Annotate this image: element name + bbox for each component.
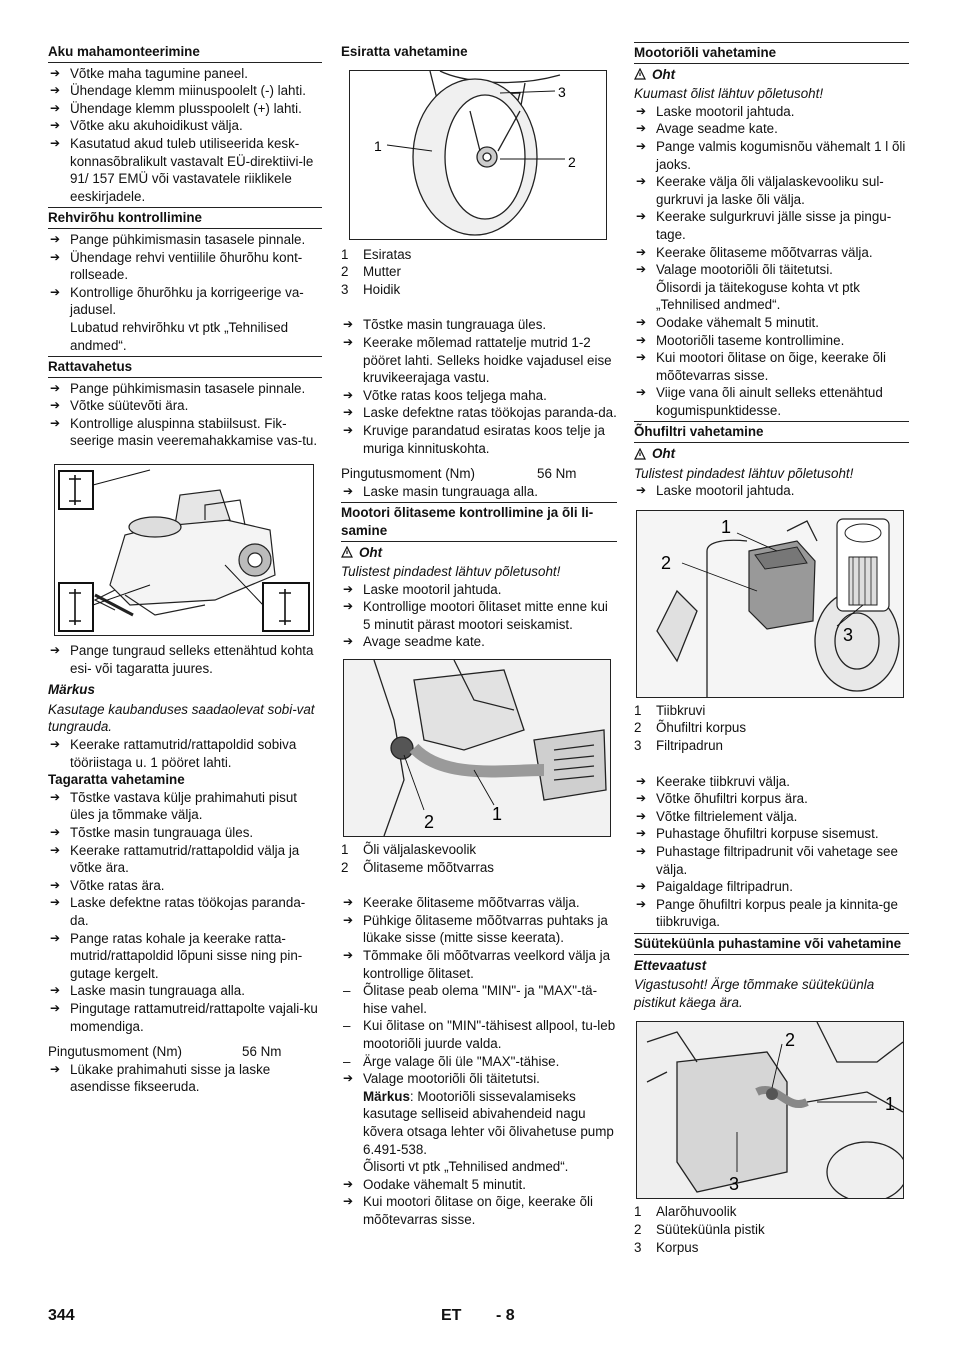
step: ➔ Kontrollige mootori õlitaset mitte enne kui 5 minutit pärast mootori seiskamist. — [341, 598, 617, 633]
caution-label: Ettevaatust — [634, 957, 707, 973]
warning-icon — [341, 546, 353, 558]
step: ➔ Pange valmis kogumisnõu vähemalt 1 l õli jaoks. — [634, 138, 909, 173]
step: ➔ Valage mootoriõli õli täitetutsi. — [341, 1070, 617, 1088]
step: ➔ Valage mootoriõli õli täitetutsi. — [634, 261, 909, 279]
danger-label: Oht — [634, 66, 909, 84]
page-number: 344 — [48, 1307, 75, 1324]
callout-2: 2 — [785, 1030, 796, 1051]
note-text: Kasutage kaubanduses saadaolevat sobi-vat tungrauda. — [48, 701, 315, 735]
step: ➔ Võtke aku akuhoidikust välja. — [48, 117, 322, 135]
legend-item: 2 Süüteküünla pistik — [634, 1221, 765, 1237]
step: ➔ Pühkige õlitaseme mõõtvarras puhtaks ja lükake sisse (mitte sisse keerata). — [341, 912, 617, 947]
legend-item: 2 Õlitaseme mõõtvarras — [341, 859, 494, 875]
legend-item: 1 Esiratas — [341, 246, 412, 262]
step: ➔ Laske masin tungrauaga alla. — [341, 483, 617, 501]
legend-item: 3 Korpus — [634, 1239, 699, 1255]
step: ➔ Võtke õhufiltri korpus ära. — [634, 790, 909, 808]
legend-item: 1 Tiibkruvi — [634, 702, 706, 718]
air-filter-figure — [636, 510, 904, 698]
legend-item: 1 Alarõhuvoolik — [634, 1204, 737, 1220]
step: ➔ Pange tungraud selleks ettenähtud kohta esi- või tagaratta juures. — [48, 642, 322, 677]
step: ➔ Tõstke masin tungrauaga üles. — [48, 824, 322, 842]
sweeper-drawing — [55, 465, 313, 635]
column-2 — [341, 40, 617, 1229]
step: ➔ Pingutage rattamutreid/rattapolte vajali-ku momendiga. — [48, 1000, 322, 1035]
step: ➔ Kui mootori õlitase on õige, keerake õli mõõtevarras sisse. — [634, 349, 909, 384]
step: ➔ Ühendage klemm plusspoolelt (+) lahti. — [48, 100, 322, 118]
caster-drawing — [350, 71, 606, 239]
torque-label: Pingutusmoment (Nm) — [48, 1044, 182, 1060]
step: ➔ Laske defektne ratas töökojas paranda-da. — [341, 404, 617, 422]
danger-label: Oht — [634, 445, 909, 463]
dash-item: – Õlitase peab olema "MIN"- ja "MAX"-tä-hise vahel. — [341, 982, 617, 1017]
step: ➔ Ühendage klemm miinuspoolelt (-) lahti. — [48, 82, 322, 100]
spark-plug-figure — [636, 1021, 904, 1199]
warning-text: Kuumast õlist lähtuv põletusoht! — [634, 86, 824, 102]
note: Märkus: Mootoriõli sissevalamiseks kasutage selliseid abivahendeid nagu kõvera otsaga lehter või õlivahetuse pump 6.491-538. — [363, 1088, 614, 1157]
callout-1: 1 — [374, 137, 382, 154]
torque-row — [48, 1043, 322, 1061]
warning-text: Vigastusoht! Ärge tõmmake süüteküünla pistikut käega ära. — [634, 977, 875, 1010]
step: ➔ Paigaldage filtripadrun. — [634, 878, 909, 896]
warning-icon — [634, 68, 646, 80]
note-heading: Märkus — [48, 682, 95, 698]
callout-2: 2 — [424, 812, 435, 833]
step: ➔ Keerake sulgurkruvi jälle sisse ja pingu-tage. — [634, 208, 909, 243]
step: ➔ Avage seadme kate. — [634, 120, 909, 138]
note: Õlisorti vt ptk „Tehnilised andmed“. — [363, 1159, 569, 1175]
step: ➔ Võtke maha tagumine paneel. — [48, 65, 322, 83]
torque-row — [341, 465, 617, 483]
callout-3: 3 — [558, 83, 566, 100]
step: ➔ Pange pühkimismasin tasasele pinnale. — [48, 231, 322, 249]
warning-icon — [634, 448, 646, 460]
legend-item: 1 Õli väljalaskevoolik — [341, 842, 477, 858]
heading-oil-check: Mootori õlitaseme kontrollimine ja õli li-samine — [341, 502, 617, 541]
callout-1: 1 — [492, 804, 503, 825]
step: ➔ Kontrollige aluspinna stabiilsust. Fik-seerige masin veeremahakkamise vas-tu. — [48, 415, 322, 450]
step: ➔ Tõstke vastava külje prahimahuti pisut üles ja tõmmake välja. — [48, 789, 322, 824]
step: ➔ Keerake rattamutrid/rattapoldid välja ja võtke ära. — [48, 842, 322, 877]
legend-item: 2 Mutter — [341, 264, 401, 280]
callout-2: 2 — [568, 153, 576, 170]
heading-caster: Esiratta vahetamine — [341, 44, 468, 59]
step: ➔ Võtke filtrielement välja. — [634, 808, 909, 826]
step: ➔ Tõmmake õli mõõtvarras veelkord välja ja kontrollige õlitaset. — [341, 947, 617, 982]
note: Õlisordi ja täitekoguse kohta vt ptk „Tehnilised andmed“. — [656, 279, 860, 313]
sweeper-figure — [54, 464, 314, 636]
heading-tyre: Rehvirõhu kontrollimine — [48, 207, 322, 229]
step: ➔ Kontrollige õhurõhku ja korrigeerige va-jadusel. — [48, 284, 322, 319]
oil-drawing — [344, 660, 610, 836]
step: ➔ Keerake välja õli väljalaskevooliku sul-gurkruvi ja laske õli välja. — [634, 173, 909, 208]
step: ➔ Laske mootoril jahtuda. — [634, 103, 909, 121]
callout-1: 1 — [721, 516, 732, 537]
heading-battery: Aku mahamonteerimine — [48, 42, 322, 63]
torque-label: Pingutusmoment (Nm) — [341, 466, 475, 482]
step: ➔ Mootoriõli taseme kontrollimine. — [634, 332, 909, 350]
step: ➔ Pange ratas kohale ja keerake ratta-mutrid/rattapoldid lõpuni sisse ning pin-gutage kergelt. — [48, 930, 322, 983]
column-3 — [634, 40, 909, 1256]
oil-figure — [343, 659, 611, 837]
heading-wheel: Rattavahetus — [48, 356, 322, 378]
callout-1: 1 — [885, 1094, 896, 1115]
step: ➔ Oodake vähemalt 5 minutit. — [634, 314, 909, 332]
step: ➔ Keerake rattamutrid/rattapoldid sobiva tööriistaga u. 1 pööret lahti. — [48, 736, 322, 771]
step: ➔ Keerake õlitaseme mõõtvarras välja. — [341, 894, 617, 912]
air-filter-drawing — [637, 511, 903, 697]
step: ➔ Ühendage rehvi ventiilile õhurõhu kont-rollseade. — [48, 249, 322, 284]
step: ➔ Kasutatud akud tuleb utiliseerida kesk-konnasõbralikult vastavalt EÜ-direktiivi-le 91/ 157 EMÜ või vastavatele riiklikele eeskirjadele. — [48, 135, 322, 205]
callout-2: 2 — [661, 552, 672, 573]
danger-label: Oht — [341, 544, 617, 562]
heading-spark-plug: Süüteküünla puhastamine või vahetamine — [634, 933, 909, 955]
step: ➔ Puhastage filtripadrunit või vahetage see välja. — [634, 843, 909, 878]
step: ➔ Lükake prahimahuti sisse ja laske asendisse fikseeruda. — [48, 1061, 322, 1096]
dash-item: – Ärge valage õli üle "MAX"-tähise. — [341, 1053, 617, 1071]
dash-item: – Kui õlitase on "MIN"-tähisest allpool, tu-leb mootoriõli juurde valda. — [341, 1017, 617, 1052]
page-sub: - 8 — [496, 1307, 515, 1324]
callout-3: 3 — [729, 1174, 740, 1195]
note: Lubatud rehvirõhku vt ptk „Tehnilised andmed“. — [70, 319, 289, 353]
step: ➔ Laske masin tungrauaga alla. — [48, 982, 322, 1000]
step: ➔ Puhastage õhufiltri korpuse sisemust. — [634, 825, 909, 843]
caster-figure — [349, 70, 607, 240]
step: ➔ Võtke ratas ära. — [48, 877, 322, 895]
step: ➔ Võtke ratas koos teljega maha. — [341, 387, 617, 405]
step: ➔ Kui mootori õlitase on õige, keerake õli mõõtevarras sisse. — [341, 1193, 617, 1228]
language-code: ET — [441, 1307, 462, 1324]
legend-item: 3 Filtripadrun — [634, 738, 723, 754]
step: ➔ Laske defektne ratas töökojas paranda-da. — [48, 894, 322, 929]
callout-3: 3 — [843, 624, 854, 645]
torque-value: 56 Nm — [242, 1044, 282, 1060]
step: ➔ Laske mootoril jahtuda. — [634, 482, 909, 500]
step: ➔ Keerake õlitaseme mõõtvarras välja. — [634, 244, 909, 262]
heading-oil-change: Mootoriõli vahetamine — [634, 42, 909, 64]
step: ➔ Viige vana õli ainult selleks ettenähtud kogumispunktidesse. — [634, 384, 909, 419]
legend-item: 2 Õhufiltri korpus — [634, 720, 747, 736]
step: ➔ Kruvige parandatud esiratas koos telje ja muriga kinnituskohta. — [341, 422, 617, 457]
step: ➔ Oodake vähemalt 5 minutit. — [341, 1176, 617, 1194]
step: ➔ Avage seadme kate. — [341, 633, 617, 651]
torque-value: 56 Nm — [537, 466, 577, 482]
step: ➔ Tõstke masin tungrauaga üles. — [341, 316, 617, 334]
column-1 — [48, 40, 322, 1096]
warning-text: Tulistest pindadest lähtuv põletusoht! — [634, 465, 854, 481]
heading-air-filter: Õhufiltri vahetamine — [634, 421, 909, 443]
step: ➔ Võtke süütevõti ära. — [48, 397, 322, 415]
legend-item: 3 Hoidik — [341, 281, 401, 297]
step: ➔ Pange õhufiltri korpus peale ja kinnita-ge tiibkruviga. — [634, 896, 909, 931]
warning-text: Tulistest pindadest lähtuv põletusoht! — [341, 564, 561, 580]
heading-rear-wheel: Tagaratta vahetamine — [48, 772, 185, 788]
step: ➔ Laske mootoril jahtuda. — [341, 581, 617, 599]
step: ➔ Pange pühkimismasin tasasele pinnale. — [48, 380, 322, 398]
step: ➔ Keerake mõlemad rattatelje mutrid 1-2 pööret lahti. Selleks hoidke vajadusel eise kruvikeerajaga vastu. — [341, 334, 617, 387]
spark-plug-drawing — [637, 1022, 903, 1198]
step: ➔ Keerake tiibkruvi välja. — [634, 773, 909, 791]
